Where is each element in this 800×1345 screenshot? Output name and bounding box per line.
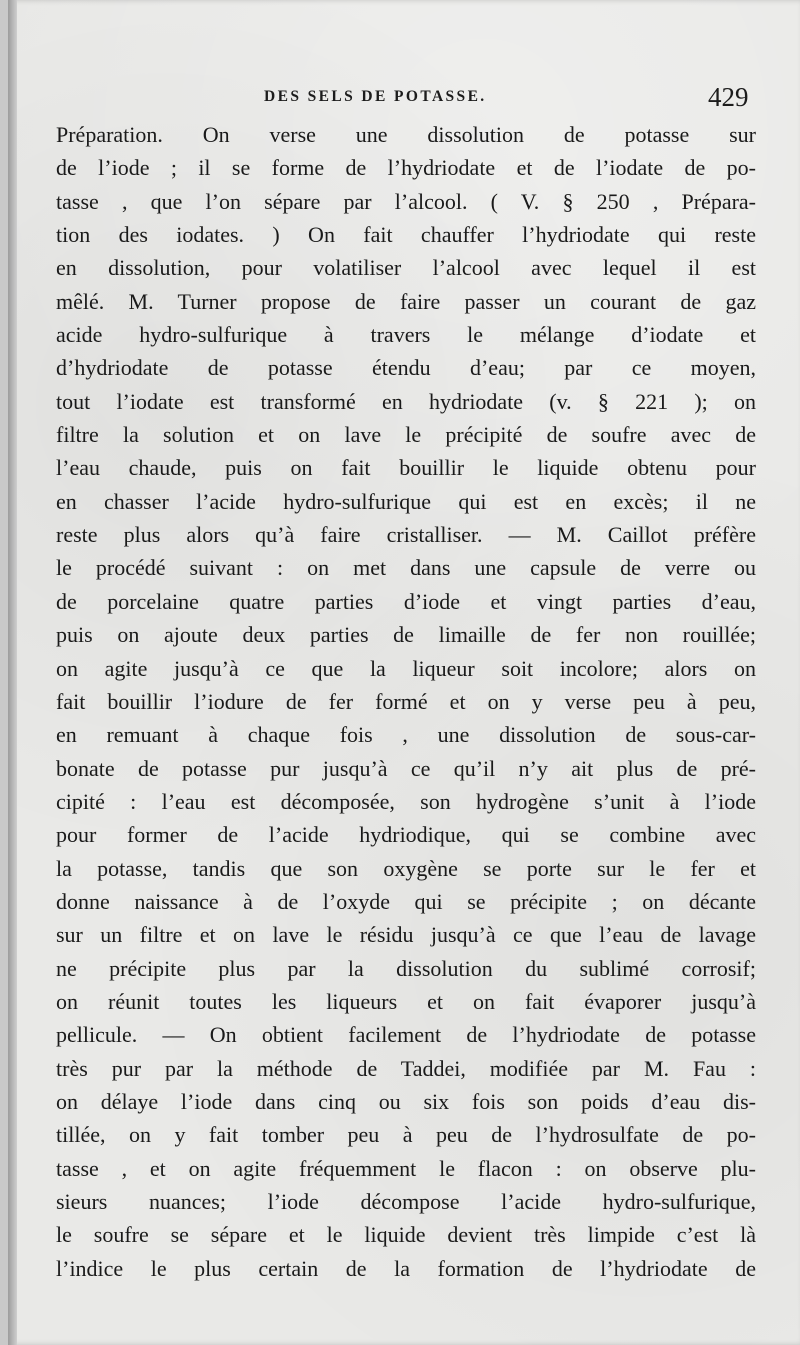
text-line-12: en chasser l’acide hydro-sulfurique qui est en excès; il ne — [56, 488, 756, 514]
text-line-9: tout l’iodate est transformé en hydriodate (v. § 221 ); on — [56, 388, 756, 414]
text-line-16: puis on ajoute deux parties de limaille de fer non rouillée; — [56, 622, 756, 648]
text-line-35: l’indice le plus certain de la formation de l’hydriodate de — [56, 1255, 756, 1281]
text-line-20: bonate de potasse pur jusqu’à ce qu’il n’y ait plus de pré- — [56, 755, 756, 781]
text-line-25: sur un filtre et on lave le résidu jusqu’à ce que l’eau de lavage — [56, 922, 756, 948]
text-line-28: pellicule. — On obtient facilement de l’hydriodate de potasse — [56, 1022, 756, 1048]
text-line-27: on réunit toutes les liqueurs et on fait évaporer jusqu’à — [56, 988, 756, 1014]
text-line-17: on agite jusqu’à ce que la liqueur soit incolore; alors on — [56, 655, 756, 681]
text-line-10: filtre la solution et on lave le précipité de soufre avec de — [56, 422, 756, 448]
book-page — [8, 0, 800, 1345]
text-line-15: de porcelaine quatre parties d’iode et vingt parties d’eau, — [56, 588, 756, 614]
running-title: DES SELS DE POTASSE. — [264, 88, 487, 105]
text-line-33: sieurs nuances; l’iode décompose l’acide hydro-sulfurique, — [56, 1189, 756, 1214]
text-line-32: tasse , et on agite fréquemment le flacon : on observe plu- — [56, 1155, 756, 1181]
text-line-14: le procédé suivant : on met dans une capsule de verre ou — [56, 555, 756, 581]
text-line-2: de l’iode ; il se forme de l’hydriodate et de l’iodate de po- — [56, 155, 756, 181]
text-line-24: donne naissance à de l’oxyde qui se précipite ; on décante — [56, 888, 756, 914]
page-gutter-shadow — [8, 0, 17, 1345]
text-line-1: Préparation. On verse une dissolution de potasse sur — [56, 122, 756, 147]
text-line-26: ne précipite plus par la dissolution du sublimé corrosif; — [56, 955, 756, 981]
text-line-30: on délaye l’iode dans cinq ou six fois son poids d’eau dis- — [56, 1088, 756, 1114]
text-line-13: reste plus alors qu’à faire cristalliser. — M. Caillot préfère — [56, 522, 756, 548]
text-line-31: tillée, on y fait tomber peu à peu de l’hydrosulfate de po- — [56, 1122, 756, 1148]
text-line-6: mêlé. M. Turner propose de faire passer un courant de gaz — [56, 288, 756, 314]
text-line-18: fait bouillir l’iodure de fer formé et on y verse peu à peu, — [56, 688, 756, 714]
text-line-8: d’hydriodate de potasse étendu d’eau; par ce moyen, — [56, 355, 756, 381]
text-line-4: tion des iodates. ) On fait chauffer l’hydriodate qui reste — [56, 222, 756, 248]
text-line-29: très pur par la méthode de Taddei, modifiée par M. Fau : — [56, 1055, 756, 1081]
text-line-11: l’eau chaude, puis on fait bouillir le liquide obtenu pour — [56, 455, 756, 481]
text-line-7: acide hydro-sulfurique à travers le mélange d’iodate et — [56, 322, 756, 348]
text-line-22: pour former de l’acide hydriodique, qui se combine avec — [56, 822, 756, 848]
text-line-34: le soufre se sépare et le liquide devient très limpide c’est là — [56, 1222, 756, 1248]
page-number: 429 — [708, 82, 749, 112]
text-line-23: la potasse, tandis que son oxygène se porte sur le fer et — [56, 855, 756, 881]
text-line-3: tasse , que l’on sépare par l’alcool. ( V. § 250 , Prépara- — [56, 188, 756, 214]
text-line-21: cipité : l’eau est décomposée, son hydrogène s’unit à l’iode — [56, 788, 756, 814]
body-text — [56, 118, 756, 1285]
text-line-5: en dissolution, pour volatiliser l’alcool avec lequel il est — [56, 255, 756, 281]
text-line-19: en remuant à chaque fois , une dissolution de sous-car- — [56, 722, 756, 748]
